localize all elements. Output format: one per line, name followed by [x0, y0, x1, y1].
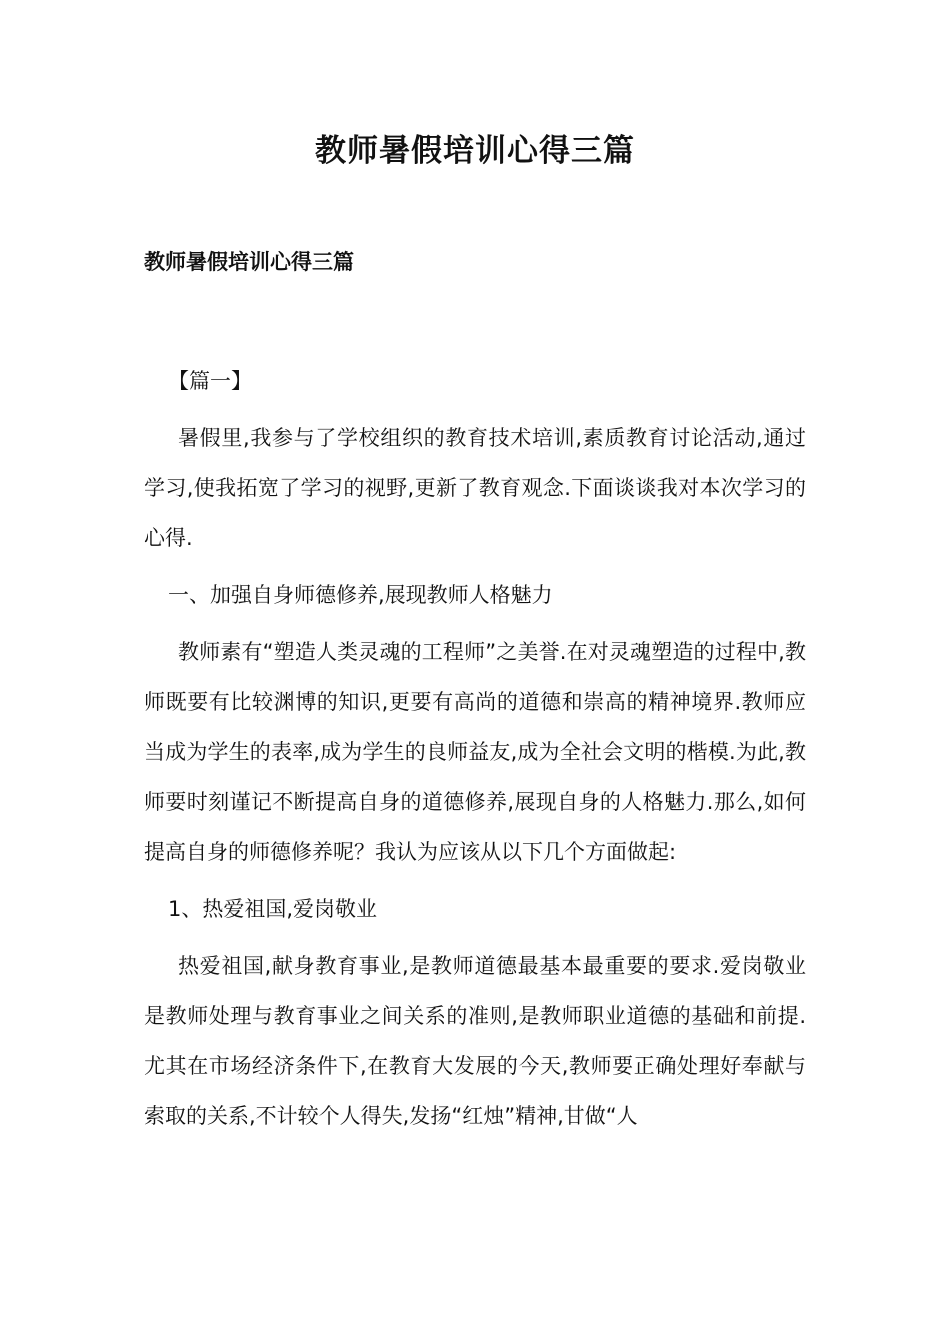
document-body [144, 356, 806, 1148]
paragraph-patriotism: 热爱祖国,献身教育事业,是教师道德最基本最重要的要求.爱岗敬业是教师处理与教育事业之间关系的准则,是教师职业道德的基础和前提.尤其在市场经济条件下,在教育大发展的今天,教师要正确处理好奉献与索取的关系,不计较个人得失,发扬“红烛”精神,甘做“人 [144, 954, 806, 1128]
paragraph-intro: 暑假里,我参与了学校组织的教育技术培训,素质教育讨论活动,通过学习,使我拓宽了学习的视野,更新了教育观念.下面谈谈我对本次学习的心得. [144, 426, 806, 550]
section-heading-ethics: 一、加强自身师德修养,展现教师人格魅力 [168, 583, 553, 607]
document-title: 教师暑假培训心得三篇 [315, 133, 635, 169]
section-heading-part-one: 【篇一】 [168, 369, 252, 393]
section-heading-patriotism: 1、热爱祖国,爱岗敬业 [168, 897, 378, 921]
document-subtitle: 教师暑假培训心得三篇 [144, 250, 354, 274]
paragraph-ethics: 教师素有“塑造人类灵魂的工程师”之美誉.在对灵魂塑造的过程中,教师既要有比较渊博的知识,更要有高尚的道德和崇高的精神境界.教师应当成为学生的表率,成为学生的良师益友,成为全社会文明的楷模.为此,教师要时刻谨记不断提高自身的道德修养,展现自身的人格魅力.那么,如何提高自身的师德修养呢？我认为应该从以下几个方面做起: [144, 640, 806, 864]
